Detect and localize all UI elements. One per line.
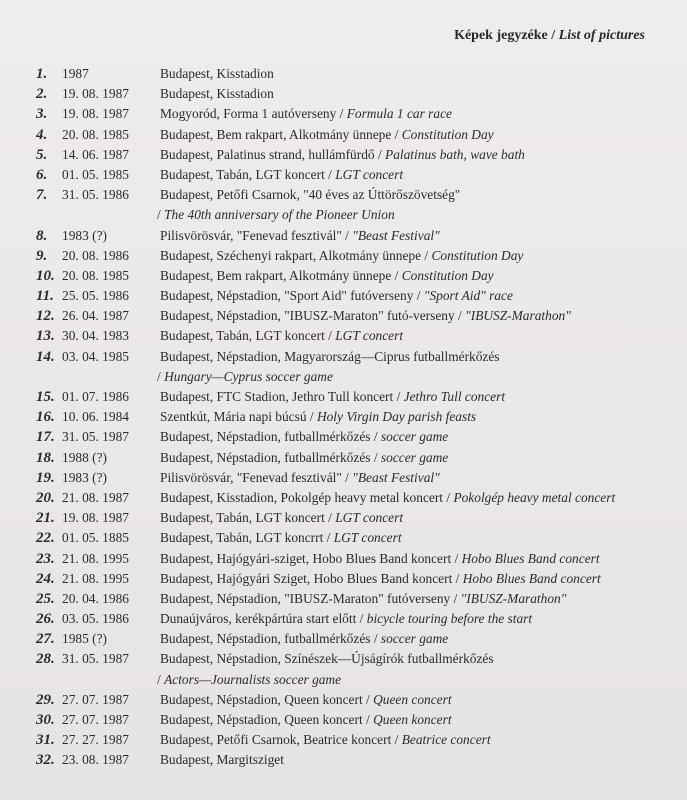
item-number: 18. xyxy=(36,449,55,466)
item-number: 14. xyxy=(36,348,55,365)
item-hungarian: Budapest, Kisstadion xyxy=(160,66,274,81)
item-hungarian: Budapest, Népstadion, futballmérkőzés / xyxy=(160,631,381,647)
item-english: Beatrice concert xyxy=(401,732,491,748)
list-item xyxy=(0,629,687,649)
item-date: 20. 04. 1986 xyxy=(62,590,129,606)
item-english: Formula 1 car race xyxy=(346,106,452,122)
item-date: 25. 05. 1986 xyxy=(62,288,129,304)
list-item xyxy=(0,246,687,266)
item-hungarian: / xyxy=(157,368,165,384)
item-description xyxy=(160,347,500,367)
item-english: soccer game xyxy=(380,631,449,647)
item-english: Hungary—Cyprus soccer game xyxy=(164,368,333,384)
list-item xyxy=(0,427,687,447)
list-item xyxy=(0,125,687,145)
item-description xyxy=(160,609,532,629)
item-date: 1983 (?) xyxy=(62,469,107,485)
item-hungarian: Budapest, Margitsziget xyxy=(160,752,284,768)
item-description xyxy=(160,326,403,346)
item-hungarian: Pilisvörösvár, "Fenevad fesztivál" / xyxy=(160,469,353,485)
list-item xyxy=(0,589,687,609)
item-date: 26. 04. 1987 xyxy=(62,308,129,324)
item-description xyxy=(160,145,525,165)
item-description xyxy=(157,367,333,387)
list-item xyxy=(0,145,687,165)
item-english: soccer game xyxy=(380,429,449,445)
item-date: 23. 08. 1987 xyxy=(62,752,129,768)
item-description xyxy=(160,448,448,468)
list-item xyxy=(0,185,687,205)
item-hungarian: Budapest, Tabán, LGT koncert / xyxy=(160,328,336,344)
item-hungarian: Mogyoród, Forma 1 autóverseny / xyxy=(160,106,347,122)
list-item-continuation xyxy=(0,205,687,225)
list-item xyxy=(0,387,687,407)
item-number: 15. xyxy=(36,389,55,405)
item-english: LGT concert xyxy=(335,510,404,526)
item-description xyxy=(160,549,600,569)
item-date: 31. 05. 1986 xyxy=(62,187,129,203)
list-item xyxy=(0,84,687,104)
item-description xyxy=(160,427,448,447)
list-item xyxy=(0,569,687,589)
list-item xyxy=(0,468,687,488)
item-description xyxy=(160,246,523,266)
item-hungarian: Budapest, Népstadion, Magyarország—Ciprus futballmérkőzés xyxy=(160,348,500,364)
item-date: 21. 08. 1995 xyxy=(62,570,129,586)
list-item xyxy=(0,649,687,669)
item-number: 26. xyxy=(36,611,55,628)
item-description xyxy=(160,306,571,326)
list-item xyxy=(0,347,687,367)
item-english: Queen concert xyxy=(373,691,452,707)
item-number: 16. xyxy=(36,409,55,426)
item-english: "Sport Aid" race xyxy=(423,288,513,304)
item-hungarian: Budapest, Népstadion, futballmérkőzés / xyxy=(160,449,381,465)
item-hungarian: Budapest, Széchenyi rakpart, Alkotmány ünnepe / xyxy=(160,247,432,263)
item-description xyxy=(160,710,452,730)
item-date: 01. 05. 1885 xyxy=(62,530,129,546)
item-number: 2. xyxy=(36,86,48,103)
item-description xyxy=(157,205,395,225)
item-number: 19. xyxy=(36,469,55,486)
item-english: Constitution Day xyxy=(401,267,494,283)
item-number: 24. xyxy=(36,570,55,587)
item-number: 9. xyxy=(36,247,48,264)
item-hungarian: Budapest, Népstadion, Queen koncert / xyxy=(160,712,374,727)
list-item xyxy=(0,407,687,427)
item-english: "IBUSZ-Marathon" xyxy=(465,308,571,324)
list-item xyxy=(0,730,687,750)
item-description xyxy=(160,104,452,124)
item-description xyxy=(160,468,440,488)
item-english: The 40th anniversary of the Pioneer Union xyxy=(164,207,395,223)
list-heading xyxy=(454,28,645,44)
list-item xyxy=(0,710,687,730)
item-english: Constitution Day xyxy=(401,126,494,142)
item-hungarian: Budapest, Tabán, LGT koncrrt / xyxy=(160,530,334,546)
item-description xyxy=(160,64,274,84)
item-number: 29. xyxy=(36,691,55,708)
item-description xyxy=(160,226,440,246)
item-hungarian: Budapest, Népstadion, "Sport Aid" futóverseny / xyxy=(160,288,424,304)
item-description xyxy=(160,629,448,649)
item-hungarian: Budapest, Népstadion, "IBUSZ-Maraton" futó-verseny / xyxy=(160,308,466,324)
item-english: Holy Virgin Day parish feasts xyxy=(316,409,477,425)
item-date: 1983 (?) xyxy=(62,227,107,243)
item-hungarian: Budapest, Népstadion, Színészek—Újságírók futballmérkőzés xyxy=(160,651,494,667)
item-description xyxy=(160,125,494,145)
item-date: 19. 08. 1987 xyxy=(62,510,129,526)
list-item xyxy=(0,326,687,346)
item-hungarian: Budapest, Kisstadion xyxy=(160,86,274,102)
item-description xyxy=(160,488,615,508)
item-description xyxy=(160,589,566,609)
item-date: 20. 08. 1985 xyxy=(62,267,129,283)
item-description xyxy=(160,649,494,669)
item-hungarian: Budapest, Hajógyári-sziget, Hobo Blues Band koncert / xyxy=(160,550,462,566)
item-hungarian: Budapest, Népstadion, futballmérkőzés / xyxy=(160,429,381,445)
item-date: 27. 07. 1987 xyxy=(62,712,129,727)
list-item xyxy=(0,690,687,710)
item-date: 19. 08. 1987 xyxy=(62,106,129,122)
list-item xyxy=(0,165,687,185)
item-english: "Beast Festival" xyxy=(352,469,440,485)
item-date: 21. 08. 1995 xyxy=(62,550,129,566)
item-number: 20. xyxy=(36,489,55,506)
item-hungarian: Budapest, Hajógyári Sziget, Hobo Blues Band koncert / xyxy=(160,570,463,586)
item-english: bicycle touring before the start xyxy=(366,611,533,627)
item-number: 17. xyxy=(36,429,55,446)
item-hungarian: Budapest, Népstadion, Queen koncert / xyxy=(160,691,374,707)
item-date: 1987 xyxy=(62,66,89,81)
item-description xyxy=(160,407,476,427)
item-description xyxy=(157,670,341,690)
item-english: soccer game xyxy=(380,449,449,465)
item-hungarian: Budapest, Tabán, LGT koncert / xyxy=(160,166,336,182)
list-item xyxy=(0,528,687,548)
item-date: 03. 04. 1985 xyxy=(62,348,129,364)
item-date: 31. 05. 1987 xyxy=(62,429,129,445)
item-english: Jethro Tull concert xyxy=(403,389,506,404)
item-hungarian: / xyxy=(157,207,165,223)
item-number: 30. xyxy=(36,712,55,728)
item-hungarian: Pilisvörösvár, "Fenevad fesztivál" / xyxy=(160,227,353,243)
item-hungarian: Budapest, FTC Stadion, Jethro Tull koncert / xyxy=(160,389,404,404)
list-item xyxy=(0,226,687,246)
list-item xyxy=(0,488,687,508)
item-hungarian: Budapest, Bem rakpart, Alkotmány ünnepe / xyxy=(160,267,402,283)
item-date: 01. 07. 1986 xyxy=(62,389,129,404)
item-number: 32. xyxy=(36,752,55,769)
item-description xyxy=(160,569,601,589)
item-description xyxy=(160,508,403,528)
item-hungarian: Budapest, Bem rakpart, Alkotmány ünnepe / xyxy=(160,126,402,142)
item-date: 14. 06. 1987 xyxy=(62,146,129,162)
item-number: 6. xyxy=(36,166,48,183)
item-description xyxy=(160,730,491,750)
item-english: Palatinus bath, wave bath xyxy=(385,146,525,162)
item-english: Actors—Journalists soccer game xyxy=(164,671,342,687)
item-date: 01. 05. 1985 xyxy=(62,166,129,182)
item-hungarian: Budapest, Népstadion, "IBUSZ-Maraton" futóverseny / xyxy=(160,590,461,606)
item-date: 19. 08. 1987 xyxy=(62,86,129,102)
item-date: 10. 06. 1984 xyxy=(62,409,129,425)
item-number: 12. xyxy=(36,308,55,325)
item-number: 27. xyxy=(36,631,55,648)
item-number: 4. xyxy=(36,126,48,143)
item-english: Queen koncert xyxy=(373,712,452,727)
item-description xyxy=(160,84,274,104)
picture-list xyxy=(0,64,687,771)
item-english: Hobo Blues Band concert xyxy=(462,570,601,586)
item-number: 23. xyxy=(36,550,55,567)
heading-separator: / xyxy=(547,28,559,43)
item-number: 31. xyxy=(36,732,55,749)
item-date: 21. 08. 1987 xyxy=(62,489,129,505)
item-english: Pokolgép heavy metal concert xyxy=(453,489,616,505)
item-hungarian: Budapest, Petőfi Csarnok, "40 éves az Úttörőszövetség" xyxy=(160,187,461,203)
item-number: 11. xyxy=(36,288,54,305)
list-item xyxy=(0,64,687,84)
item-number: 13. xyxy=(36,328,55,345)
item-hungarian: Szentkút, Mária napi búcsú / xyxy=(160,409,317,425)
item-number: 5. xyxy=(36,146,48,163)
item-number: 22. xyxy=(36,530,55,547)
heading-english: List of pictures xyxy=(558,28,645,43)
item-date: 30. 04. 1983 xyxy=(62,328,129,344)
list-item xyxy=(0,266,687,286)
list-item-continuation xyxy=(0,367,687,387)
list-item xyxy=(0,549,687,569)
item-hungarian: Budapest, Petőfi Csarnok, Beatrice koncert / xyxy=(160,732,402,748)
item-english: Constitution Day xyxy=(431,247,524,263)
list-item xyxy=(0,750,687,770)
item-number: 3. xyxy=(36,106,48,123)
item-hungarian: Budapest, Kisstadion, Pokolgép heavy metal koncert / xyxy=(160,489,454,505)
item-date: 1988 (?) xyxy=(62,449,107,465)
item-number: 21. xyxy=(36,510,55,527)
item-english: "IBUSZ-Marathon" xyxy=(460,590,567,606)
item-description xyxy=(160,286,513,306)
item-english: Hobo Blues Band concert xyxy=(461,550,600,566)
item-number: 8. xyxy=(36,227,48,244)
item-hungarian: Budapest, Palatinus strand, hullámfürdő / xyxy=(160,146,386,162)
list-item xyxy=(0,104,687,124)
item-number: 10. xyxy=(36,267,55,284)
item-date: 1985 (?) xyxy=(62,631,107,647)
list-item xyxy=(0,448,687,468)
list-item xyxy=(0,508,687,528)
item-date: 31. 05. 1987 xyxy=(62,651,129,667)
item-number: 25. xyxy=(36,590,55,607)
item-date: 27. 07. 1987 xyxy=(62,691,129,707)
item-date: 27. 27. 1987 xyxy=(62,732,129,748)
item-hungarian: / xyxy=(157,671,165,687)
item-number: 7. xyxy=(36,187,48,204)
item-date: 20. 08. 1986 xyxy=(62,247,129,263)
item-description xyxy=(160,165,403,185)
item-hungarian: Budapest, Tabán, LGT koncert / xyxy=(160,510,336,526)
heading-hungarian: Képek jegyzéke xyxy=(454,28,548,43)
item-description xyxy=(160,528,402,548)
list-item xyxy=(0,609,687,629)
list-item xyxy=(0,306,687,326)
item-description xyxy=(160,750,284,770)
item-english: LGT concert xyxy=(333,530,402,546)
item-description xyxy=(160,387,505,407)
item-description xyxy=(160,690,452,710)
item-number: 1. xyxy=(36,66,48,82)
item-description xyxy=(160,266,494,286)
item-hungarian: Dunaújváros, kerékpártúra start előtt / xyxy=(160,611,367,627)
item-number: 28. xyxy=(36,651,55,668)
list-item-continuation xyxy=(0,670,687,690)
item-english: "Beast Festival" xyxy=(352,227,440,243)
list-item xyxy=(0,286,687,306)
item-english: LGT concert xyxy=(335,328,404,344)
item-date: 03. 05. 1986 xyxy=(62,611,129,627)
item-date: 20. 08. 1985 xyxy=(62,126,129,142)
item-description xyxy=(160,185,460,205)
item-english: LGT concert xyxy=(335,166,404,182)
